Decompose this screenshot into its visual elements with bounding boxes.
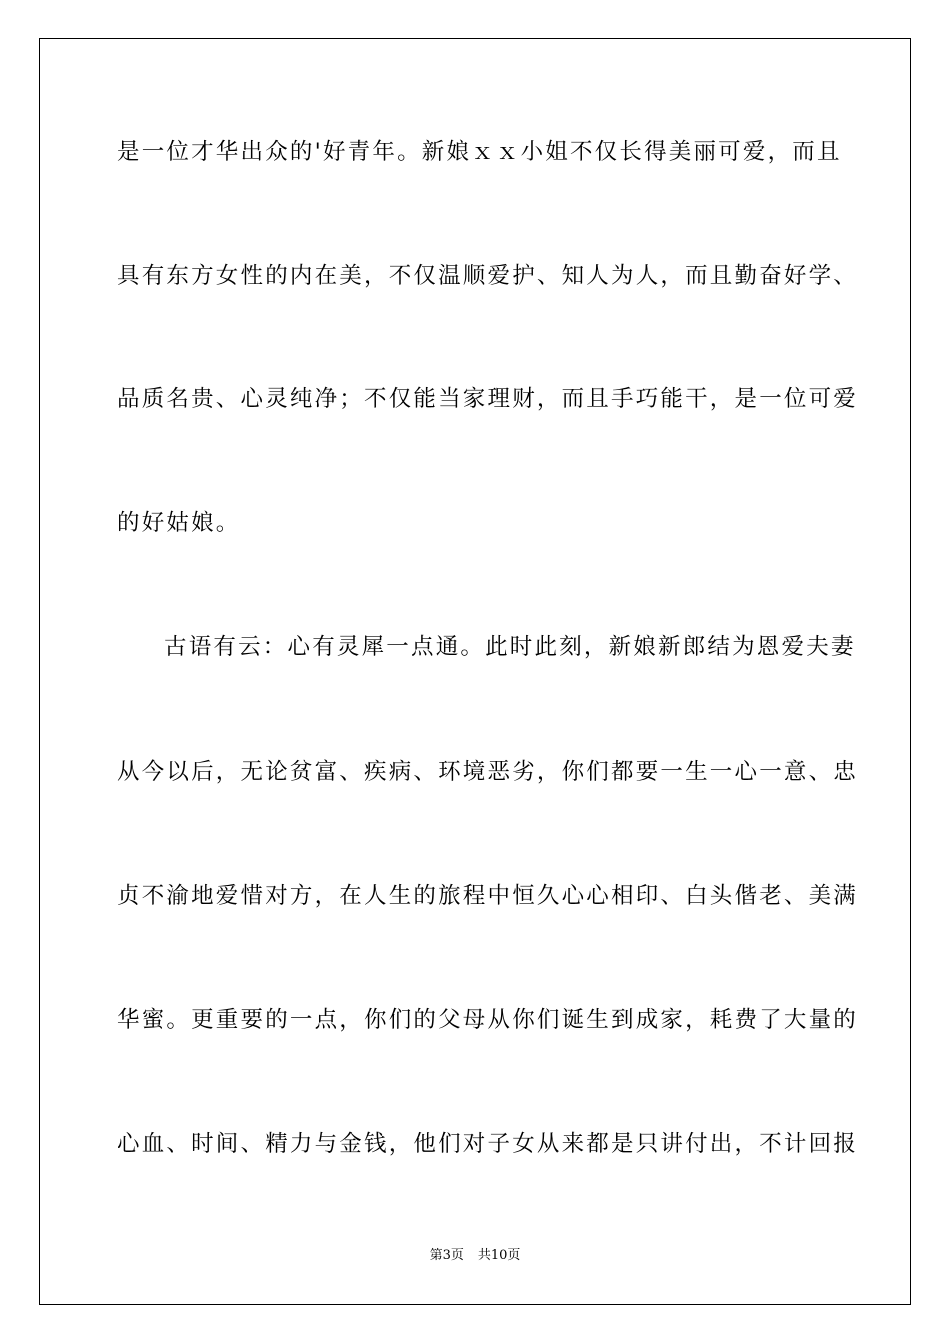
paragraph-1-line-4: 的好姑娘。 [117, 510, 241, 536]
paragraph-1-line-3: 品质名贵、心灵纯净；不仅能当家理财，而且手巧能干，是一位可爱 [117, 386, 859, 412]
paragraph-2-line-1: 古语有云：心有灵犀一点通。此时此刻，新娘新郎结为恩爱夫妻 [164, 634, 856, 660]
paragraph-2-line-4: 华蜜。更重要的一点，你们的父母从你们诞生到成家，耗费了大量的 [117, 1007, 859, 1033]
paragraph-1-line-2: 具有东方女性的内在美，不仅温顺爱护、知人为人，而且勤奋好学、 [117, 263, 859, 289]
page-footer [0, 1247, 950, 1265]
paragraph-2-line-5: 心血、时间、精力与金钱，他们对子女从来都是只讲付出，不计回报 [117, 1131, 859, 1157]
page-total: 共10页 [477, 1248, 521, 1263]
paragraph-2-line-2: 从今以后，无论贫富、疾病、环境恶劣，你们都要一生一心一意、忠 [117, 759, 859, 785]
page-frame [39, 38, 911, 1305]
page-number: 第3页 [429, 1248, 464, 1263]
paragraph-1-line-1: 是一位才华出众的'好青年。新娘ｘｘ小姐不仅长得美丽可爱，而且 [117, 139, 842, 165]
paragraph-2-line-3: 贞不渝地爱惜对方，在人生的旅程中恒久心心相印、白头偕老、美满 [117, 883, 859, 909]
